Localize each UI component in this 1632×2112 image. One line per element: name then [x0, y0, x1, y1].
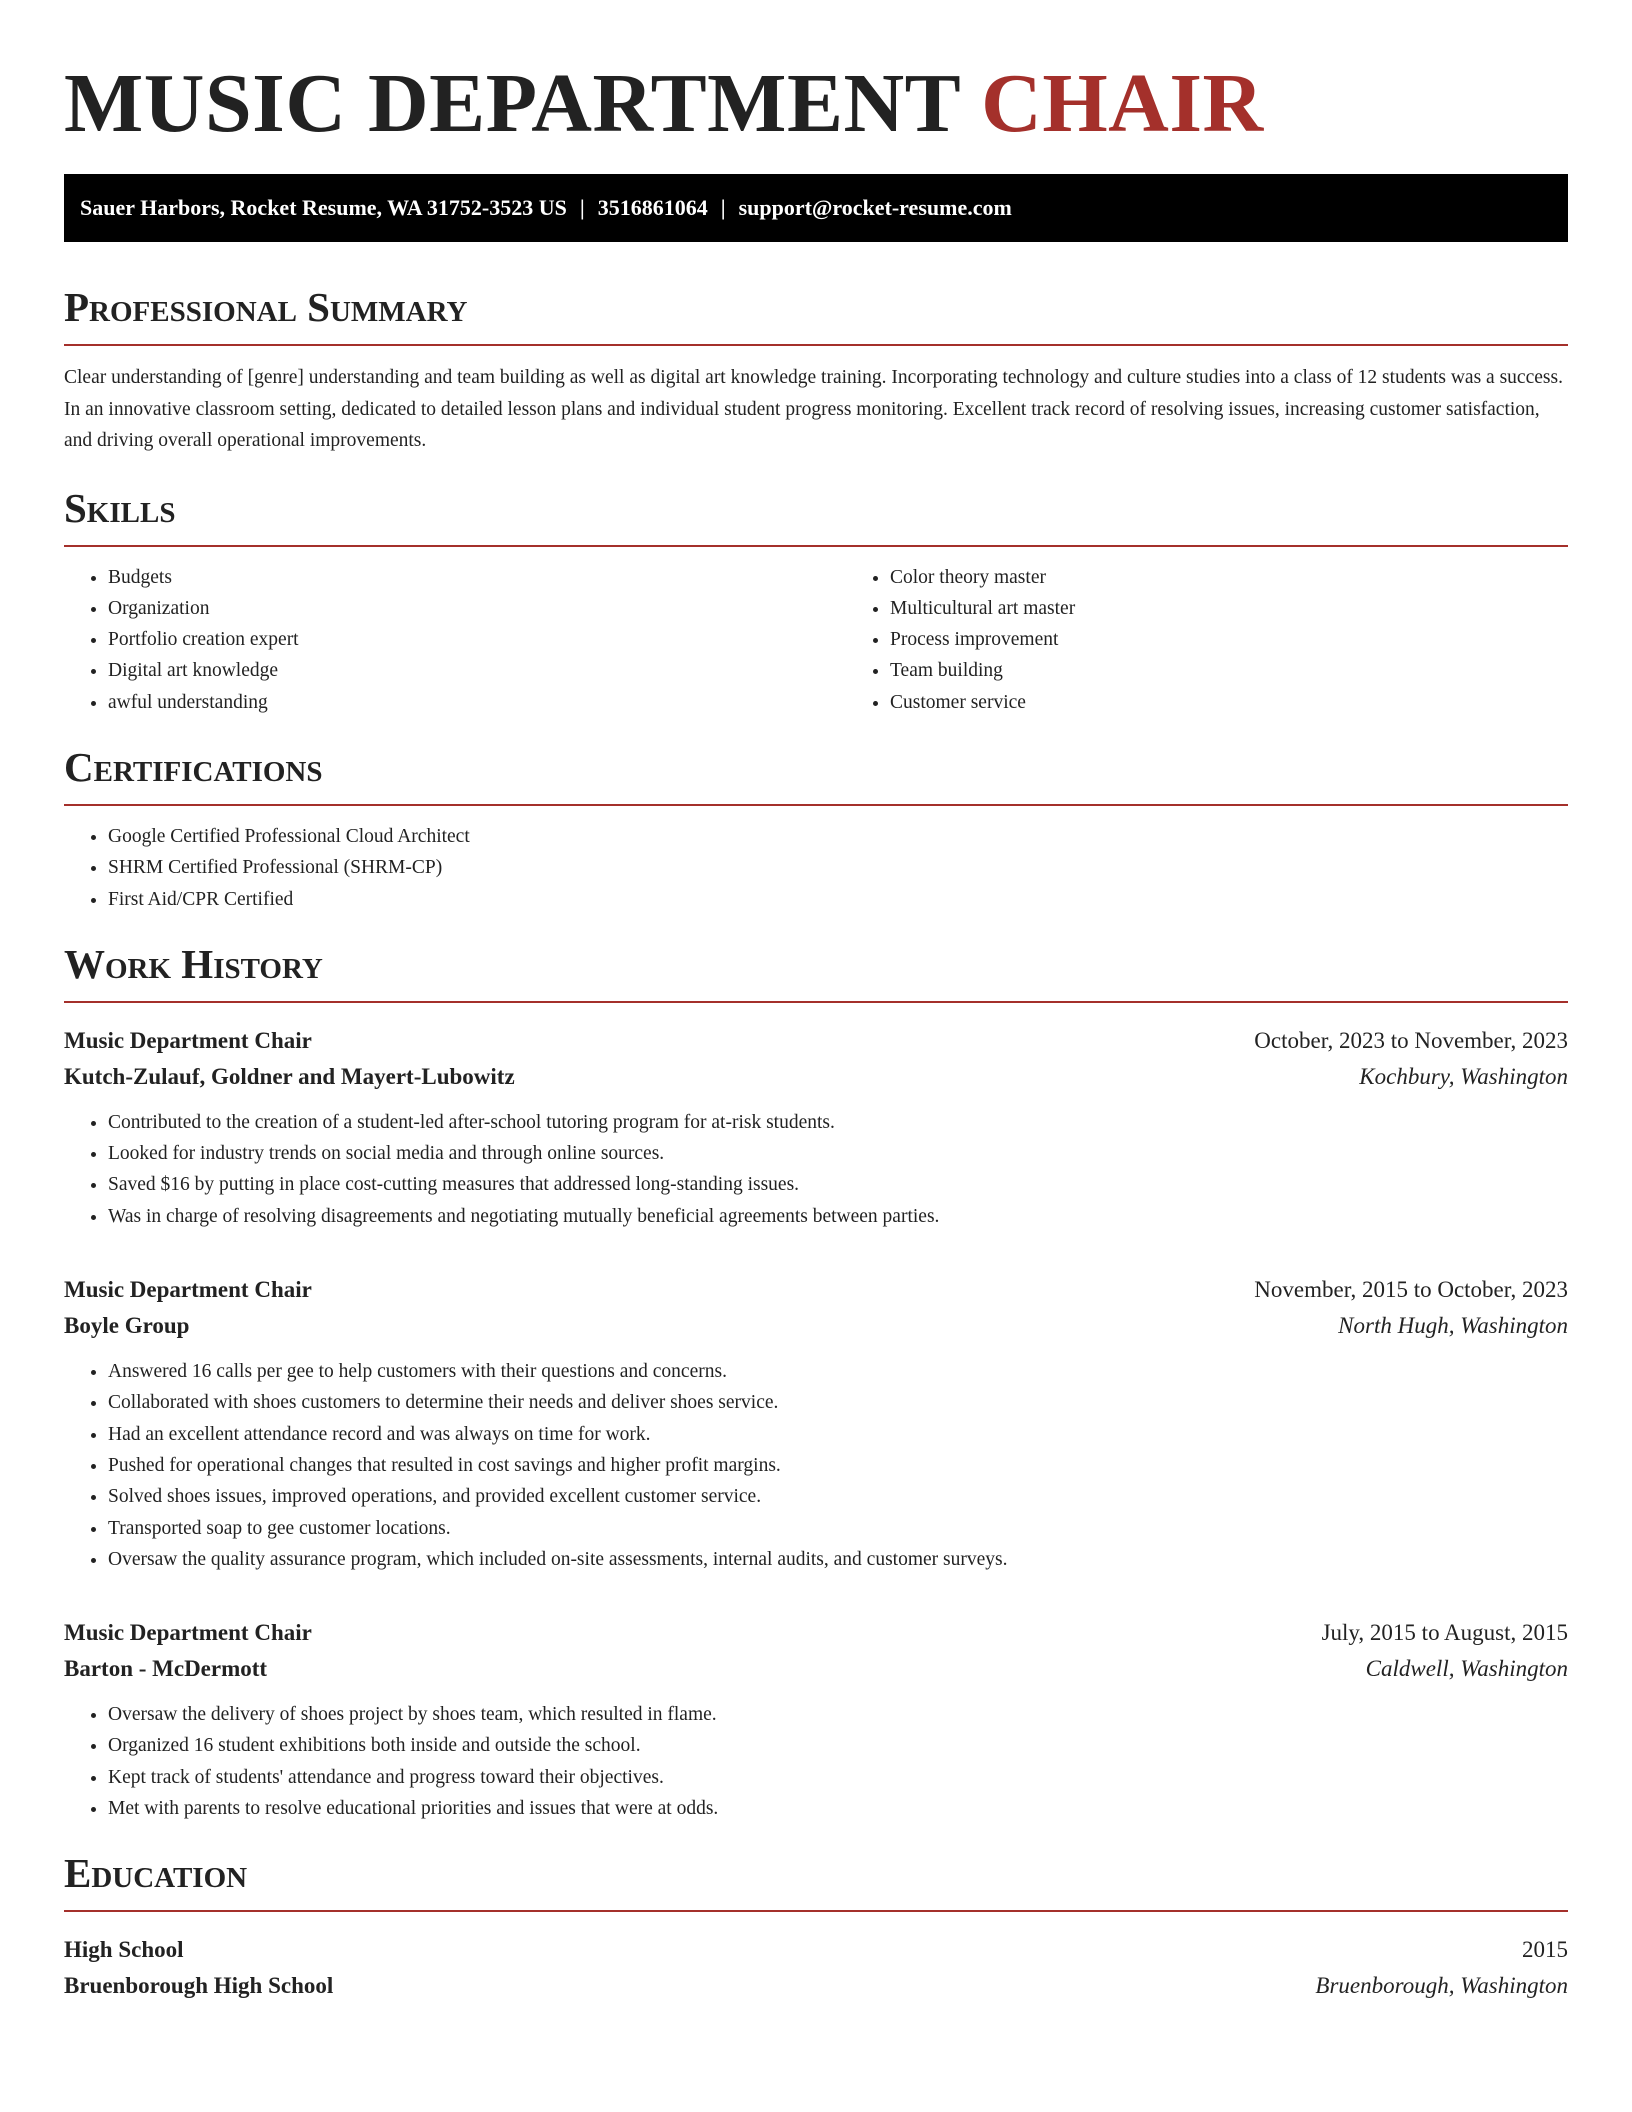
job-entry — [64, 1615, 1568, 1824]
job-location: North Hugh, Washington — [1338, 1313, 1568, 1339]
education-degree: High School — [64, 1937, 184, 1963]
job-bullet: • Collaborated with shoes customers to determine their needs and deliver shoes service. — [108, 1387, 1568, 1418]
work-history-section — [64, 941, 1568, 1824]
skill-item: • Digital art knowledge — [108, 655, 846, 686]
summary-title: Professional Summary — [64, 284, 1568, 346]
job-bullet: • Had an excellent attendance record and was always on time for work. — [108, 1419, 1568, 1450]
skill-item: • Color theory master — [890, 562, 1568, 593]
job-bullets — [64, 1699, 1568, 1824]
certifications-list — [64, 821, 1568, 915]
job-bullet: • Oversaw the delivery of shoes project by shoes team, which resulted in flame. — [108, 1699, 1568, 1730]
skill-item: • Portfolio creation expert — [108, 624, 846, 655]
contact-separator: | — [720, 195, 726, 220]
job-bullets — [64, 1356, 1568, 1575]
job-bullet: • Pushed for operational changes that resulted in cost savings and higher profit margins. — [108, 1450, 1568, 1481]
summary-text: Clear understanding of [genre] understanding and team building as well as digital art knowledge training. Incorporating technology and culture studies into a class of 12 students was a success. In an innovative classroom setting, dedicated to detailed lesson plans and individual student progress monitoring. Excellent track record of resolving issues, increasing customer satisfaction, and driving overall operational improvements. — [64, 367, 1563, 451]
certification-item: • First Aid/CPR Certified — [108, 884, 1568, 915]
name-accent: CHAIR — [981, 57, 1264, 150]
contact-address: Sauer Harbors, Rocket Resume, WA 31752-3523 US — [80, 195, 567, 220]
job-bullet: • Transported soap to gee customer locations. — [108, 1513, 1568, 1544]
job-bullet: • Was in charge of resolving disagreements and negotiating mutually beneficial agreements between parties. — [108, 1201, 1568, 1232]
job-bullet: • Kept track of students' attendance and progress toward their objectives. — [108, 1762, 1568, 1793]
job-entry — [64, 1023, 1568, 1232]
job-company: Boyle Group — [64, 1313, 190, 1339]
skill-item: • Budgets — [108, 562, 846, 593]
skills-section — [64, 485, 1568, 718]
job-bullets — [64, 1107, 1568, 1232]
job-company: Kutch-Zulauf, Goldner and Mayert-Lubowitz — [64, 1063, 515, 1089]
education-location: Bruenborough, Washington — [1315, 1973, 1568, 1999]
job-dates: October, 2023 to November, 2023 — [1254, 1027, 1568, 1053]
skill-item: • Customer service — [890, 687, 1568, 718]
job-bullet: • Looked for industry trends on social media and through online sources. — [108, 1138, 1568, 1169]
skill-item: • Organization — [108, 593, 846, 624]
education-entry — [64, 1932, 1568, 2004]
job-dates: November, 2015 to October, 2023 — [1254, 1277, 1568, 1303]
skills-grid — [64, 547, 1568, 718]
job-bullet: • Answered 16 calls per gee to help customers with their questions and concerns. — [108, 1356, 1568, 1387]
job-role: Music Department Chair — [64, 1027, 312, 1053]
contact-separator: | — [579, 195, 585, 220]
name-main: MUSIC DEPARTMENT — [64, 57, 960, 150]
certification-item: • SHRM Certified Professional (SHRM-CP) — [108, 852, 1568, 883]
skills-list-right — [846, 562, 1568, 718]
job-bullet: • Oversaw the quality assurance program, which included on-site assessments, internal audits, and customer surveys. — [108, 1544, 1568, 1575]
skills-list-left — [64, 562, 846, 718]
certification-item: • Google Certified Professional Cloud Architect — [108, 821, 1568, 852]
job-bullet: • Saved $16 by putting in place cost-cutting measures that addressed long-standing issues. — [108, 1169, 1568, 1200]
job-role: Music Department Chair — [64, 1277, 312, 1303]
job-dates: July, 2015 to August, 2015 — [1321, 1620, 1568, 1646]
summary-section — [64, 284, 1568, 457]
job-location: Kochbury, Washington — [1359, 1063, 1568, 1089]
job-bullet: • Solved shoes issues, improved operations, and provided excellent customer service. — [108, 1481, 1568, 1512]
education-title: Education — [64, 1850, 1568, 1912]
certifications-section — [64, 744, 1568, 915]
job-bullet: • Contributed to the creation of a student-led after-school tutoring program for at-risk students. — [108, 1107, 1568, 1138]
job-bullet: • Met with parents to resolve educational priorities and issues that were at odds. — [108, 1793, 1568, 1824]
skill-item: • Multicultural art master — [890, 593, 1568, 624]
resume-name — [64, 0, 1568, 150]
work-history-title: Work History — [64, 941, 1568, 1003]
contact-phone: 3516861064 — [597, 195, 708, 220]
certifications-title: Certifications — [64, 744, 1568, 806]
contact-email: support@rocket-resume.com — [738, 195, 1012, 220]
skills-title: Skills — [64, 485, 1568, 547]
contact-bar — [64, 174, 1568, 242]
skill-item: • awful understanding — [108, 687, 846, 718]
education-school: Bruenborough High School — [64, 1973, 334, 1999]
education-section — [64, 1850, 1568, 2004]
job-company: Barton - McDermott — [64, 1656, 268, 1682]
job-bullet: • Organized 16 student exhibitions both inside and outside the school. — [108, 1730, 1568, 1761]
education-year: 2015 — [1522, 1937, 1568, 1963]
job-entry — [64, 1272, 1568, 1575]
job-role: Music Department Chair — [64, 1620, 312, 1646]
skill-item: • Process improvement — [890, 624, 1568, 655]
skill-item: • Team building — [890, 655, 1568, 686]
job-location: Caldwell, Washington — [1365, 1656, 1568, 1682]
